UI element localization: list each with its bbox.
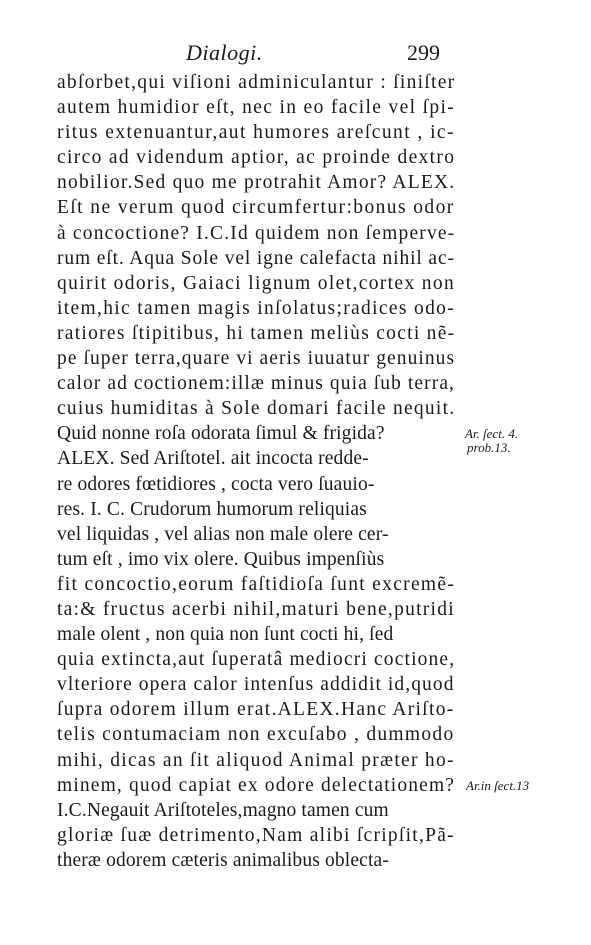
text-line: ALEX. Sed Ariſtotel. ait incocta redde- [57, 448, 369, 470]
text-line: vel liquidas , vel alias non male olere cer- [57, 523, 389, 545]
text-line: rum eſt. Aqua Sole vel igne calefacta nihil ac- [57, 247, 455, 269]
page-number: 299 [407, 40, 440, 65]
text-line: gloriæ ſuæ detrimento,Nam alibi ſcripſit,Pã- [57, 824, 455, 846]
margin-note-line: Ar.in ſect.13 [466, 778, 530, 793]
text-line: ta:& fructus acerbi nihil,maturi bene,putridi [57, 598, 455, 620]
text-line: telis contumaciam non excuſabo , dummodo [57, 724, 455, 746]
text-line: vlteriore opera calor intenſus addidit id,quod [57, 674, 455, 696]
text-line: quia extincta,aut ſuperatâ mediocri coctione, [57, 649, 456, 671]
text-line: abſorbet,qui viſioni adminiculantur : ſiniſter [57, 72, 456, 93]
margin-note-ar-sect-4 [465, 427, 518, 455]
margin-note-ar-in-sect-13 [466, 779, 529, 793]
text-line: I.C.Negauit Ariſtoteles,magno tamen cum [57, 799, 389, 821]
text-line: fit concoctio,eorum faſtidioſa ſunt excremẽ- [57, 573, 456, 595]
margin-note-line: prob.13. [467, 440, 511, 455]
text-line: theræ odorem cæteris animalibus oblecta- [57, 849, 389, 871]
text-line: ritus extenuantur,aut humores areſcunt , ic- [57, 122, 455, 144]
text-line: re odores fœtidiores , cocta vero ſuauio- [57, 473, 375, 495]
running-head: Dialogi. [186, 40, 263, 65]
text-line: ratiores ſtipitibus, hi tamen meliùs cocti nẽ- [57, 322, 456, 344]
text-line: nobilior.Sed quo me protrahit Amor? ALEX. [57, 172, 456, 194]
text-line: tum eſt , imo vix olere. Quibus impenſiùs [57, 548, 385, 570]
text-line: pe ſuper terra,quare vi aeris iuuatur genuinus [57, 348, 456, 370]
text-line: à concoctione? I.C.Id quidem non ſemperve- [57, 222, 456, 244]
text-line: Eſt ne verum quod circumfertur:bonus odor [57, 197, 455, 219]
text-line: cuius humiditas à Sole domari facile nequit. [57, 398, 456, 420]
page-header [0, 40, 591, 70]
text-line: circo ad videndum aptior, ac proinde dextro [57, 147, 456, 169]
text-line: item,hic tamen magis inſolatus;radices odo- [57, 297, 456, 319]
text-line: ſupra odorem illum erat.ALEX.Hanc Ariſto- [57, 699, 455, 721]
body-text [57, 70, 457, 873]
text-line: minem, quod capiat ex odore delectationem? [57, 774, 456, 796]
margin-note-line: Ar. ſect. 4. [465, 426, 519, 441]
text-line: res. I. C. Crudorum humorum reliquias [57, 498, 367, 520]
text-line: male olent , non quia non ſunt cocti hi, ſed [57, 624, 394, 646]
text-line: mihi, dicas an ſit aliquod Animal præter ho- [57, 749, 455, 771]
text-line: Quid nonne roſa odorata ſimul & frigida? [57, 423, 385, 445]
text-line: autem humidior eſt, nec in eo facile vel ſpi- [57, 97, 456, 119]
text-line: quirit odoris, Gaiaci lignum olet,cortex non [57, 272, 456, 294]
text-line: calor ad coctionem:illæ minus quia ſub terra, [57, 373, 456, 395]
